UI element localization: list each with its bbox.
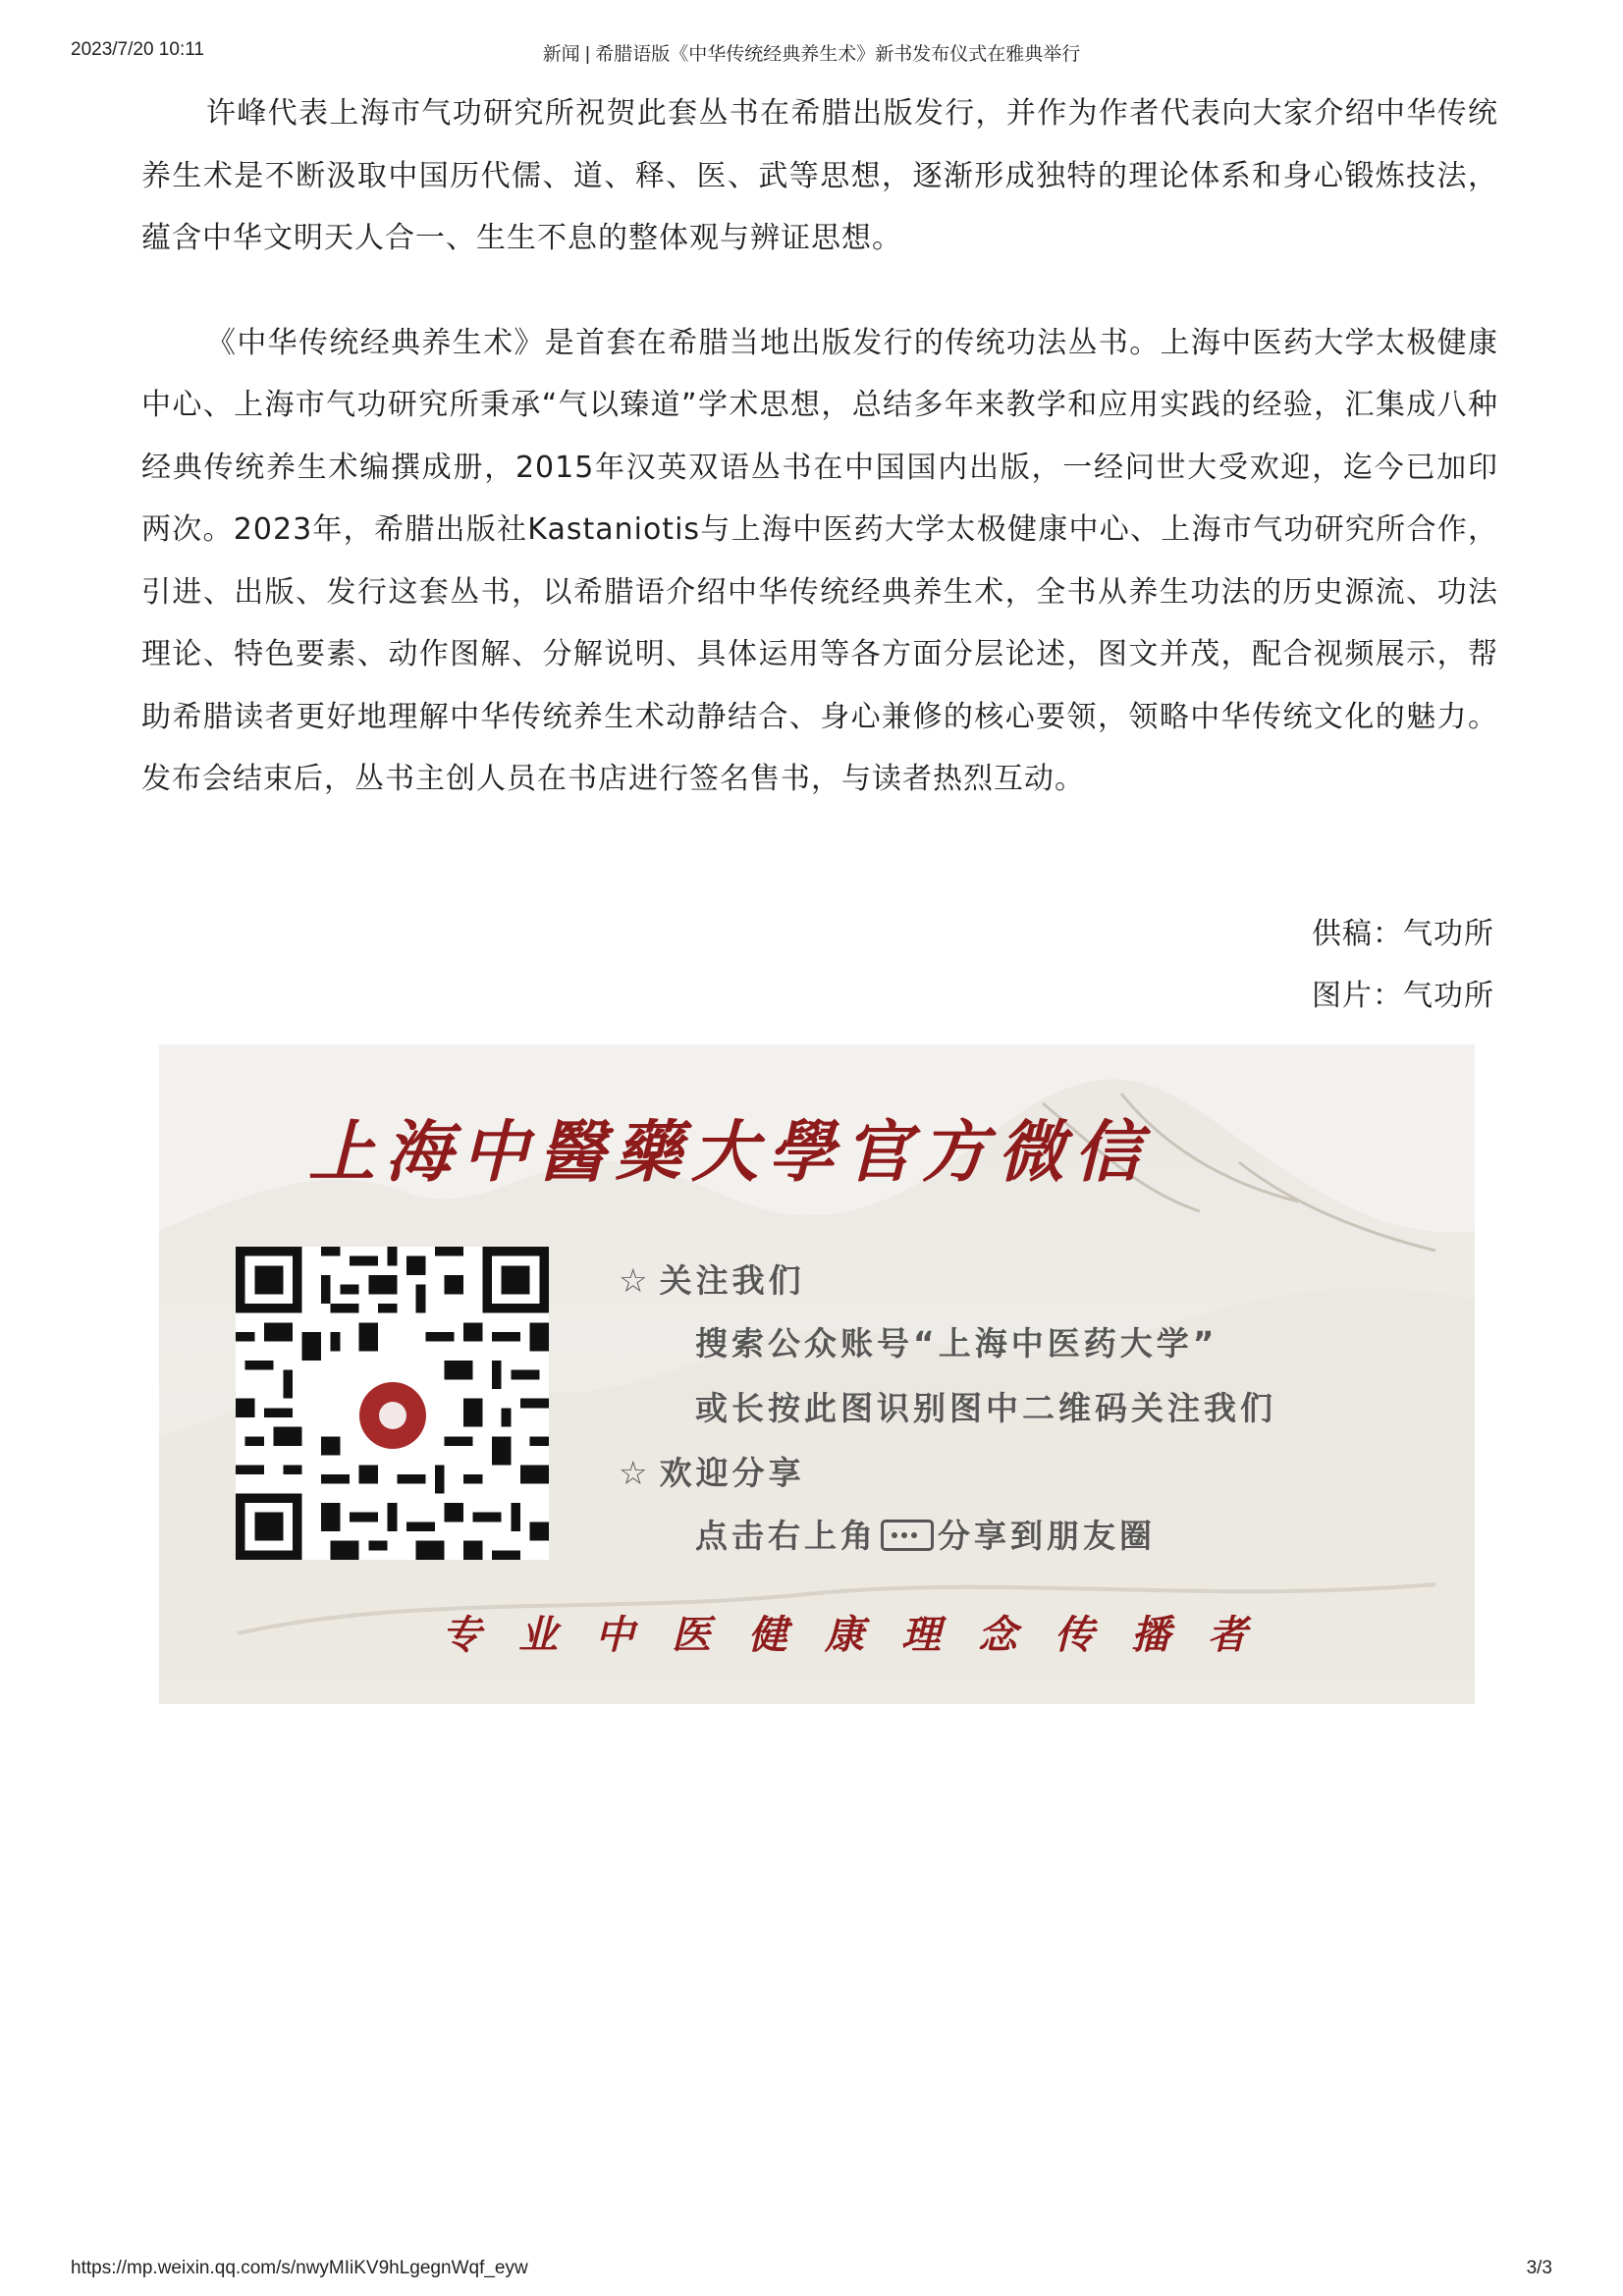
article-paragraph: 许峰代表上海市气功研究所祝贺此套丛书在希腊出版发行，并作为作者代表向大家介绍中华传统养生术是不断汲取中国历代儒、道、释、医、武等思想，逐渐形成独特的理论体系和身心锻炼技法，蕴含中华文明天人合一、生生不息的整体观与辨证思想。 <box>141 96 1498 255</box>
university-seal-icon <box>351 1373 435 1458</box>
share-line-start: 点击右上角 <box>695 1517 877 1555</box>
banner-calligraphy-title: 上海中醫藥大學官方微信 <box>308 1113 1152 1192</box>
share-heading-label: 欢迎分享 <box>659 1454 805 1492</box>
wechat-follow-banner[interactable] <box>159 1044 1475 1704</box>
print-page-title: 新闻 | 希腊语版《中华传统经典养生术》新书发布仪式在雅典举行 <box>542 44 1081 65</box>
page-number: 3/3 <box>1526 2258 1552 2278</box>
star-icon: ☆ <box>619 1261 652 1300</box>
article-credits <box>1200 903 1494 1027</box>
follow-heading <box>619 1255 805 1302</box>
print-footer <box>71 2258 1552 2285</box>
follow-heading-label: 关注我们 <box>659 1261 805 1300</box>
share-line-end: 分享到朋友圈 <box>938 1517 1156 1555</box>
credit-contributor: 供稿：气功所 <box>1312 917 1494 951</box>
search-account-line: 搜索公众账号“上海中医药大学” <box>695 1324 1218 1362</box>
more-dots-icon <box>881 1520 934 1551</box>
print-header <box>71 39 1552 67</box>
banner-slogan: 专业中医健康理念传播者 <box>442 1612 1284 1658</box>
credit-photo: 图片：气功所 <box>1312 979 1494 1013</box>
print-datetime: 2023/7/20 10:11 <box>71 39 204 60</box>
article-body <box>141 82 1498 853</box>
article-paragraph: 《中华传统经典养生术》是首套在希腊当地出版发行的传统功法丛书。上海中医药大学太极健康中心、上海市气功研究所秉承“气以臻道”学术思想，总结多年来教学和应用实践的经验，汇集成八种经典传统养生术编撰成册，2015年汉英双语丛书在中国国内出版，一经问世大受欢迎，迄今已加印两次。2023年，希腊出版社Kastaniotis与上海中医药大学太极健康中心、上海市气功研究所合作，引进、出版、发行这套丛书，以希腊语介绍中华传统经典养生术，全书从养生功法的历史源流、功法理论、特色要素、动作图解、分解说明、具体运用等各方面分层论述，图文并茂，配合视频展示，帮助希腊读者更好地理解中华传统养生术动静结合、身心兼修的核心要领，领略中华传统文化的魅力。发布会结束后，丛书主创人员在书店进行签名售书，与读者热烈互动。 <box>141 325 1498 796</box>
star-icon: ☆ <box>619 1454 652 1492</box>
share-heading <box>619 1448 805 1494</box>
share-instruction-line <box>695 1511 1156 1557</box>
scan-qr-line: 或长按此图识别图中二维码关注我们 <box>695 1389 1276 1427</box>
page-url[interactable]: https://mp.weixin.qq.com/s/nwyMIiKV9hLgegnWqf_eyw <box>71 2258 528 2278</box>
